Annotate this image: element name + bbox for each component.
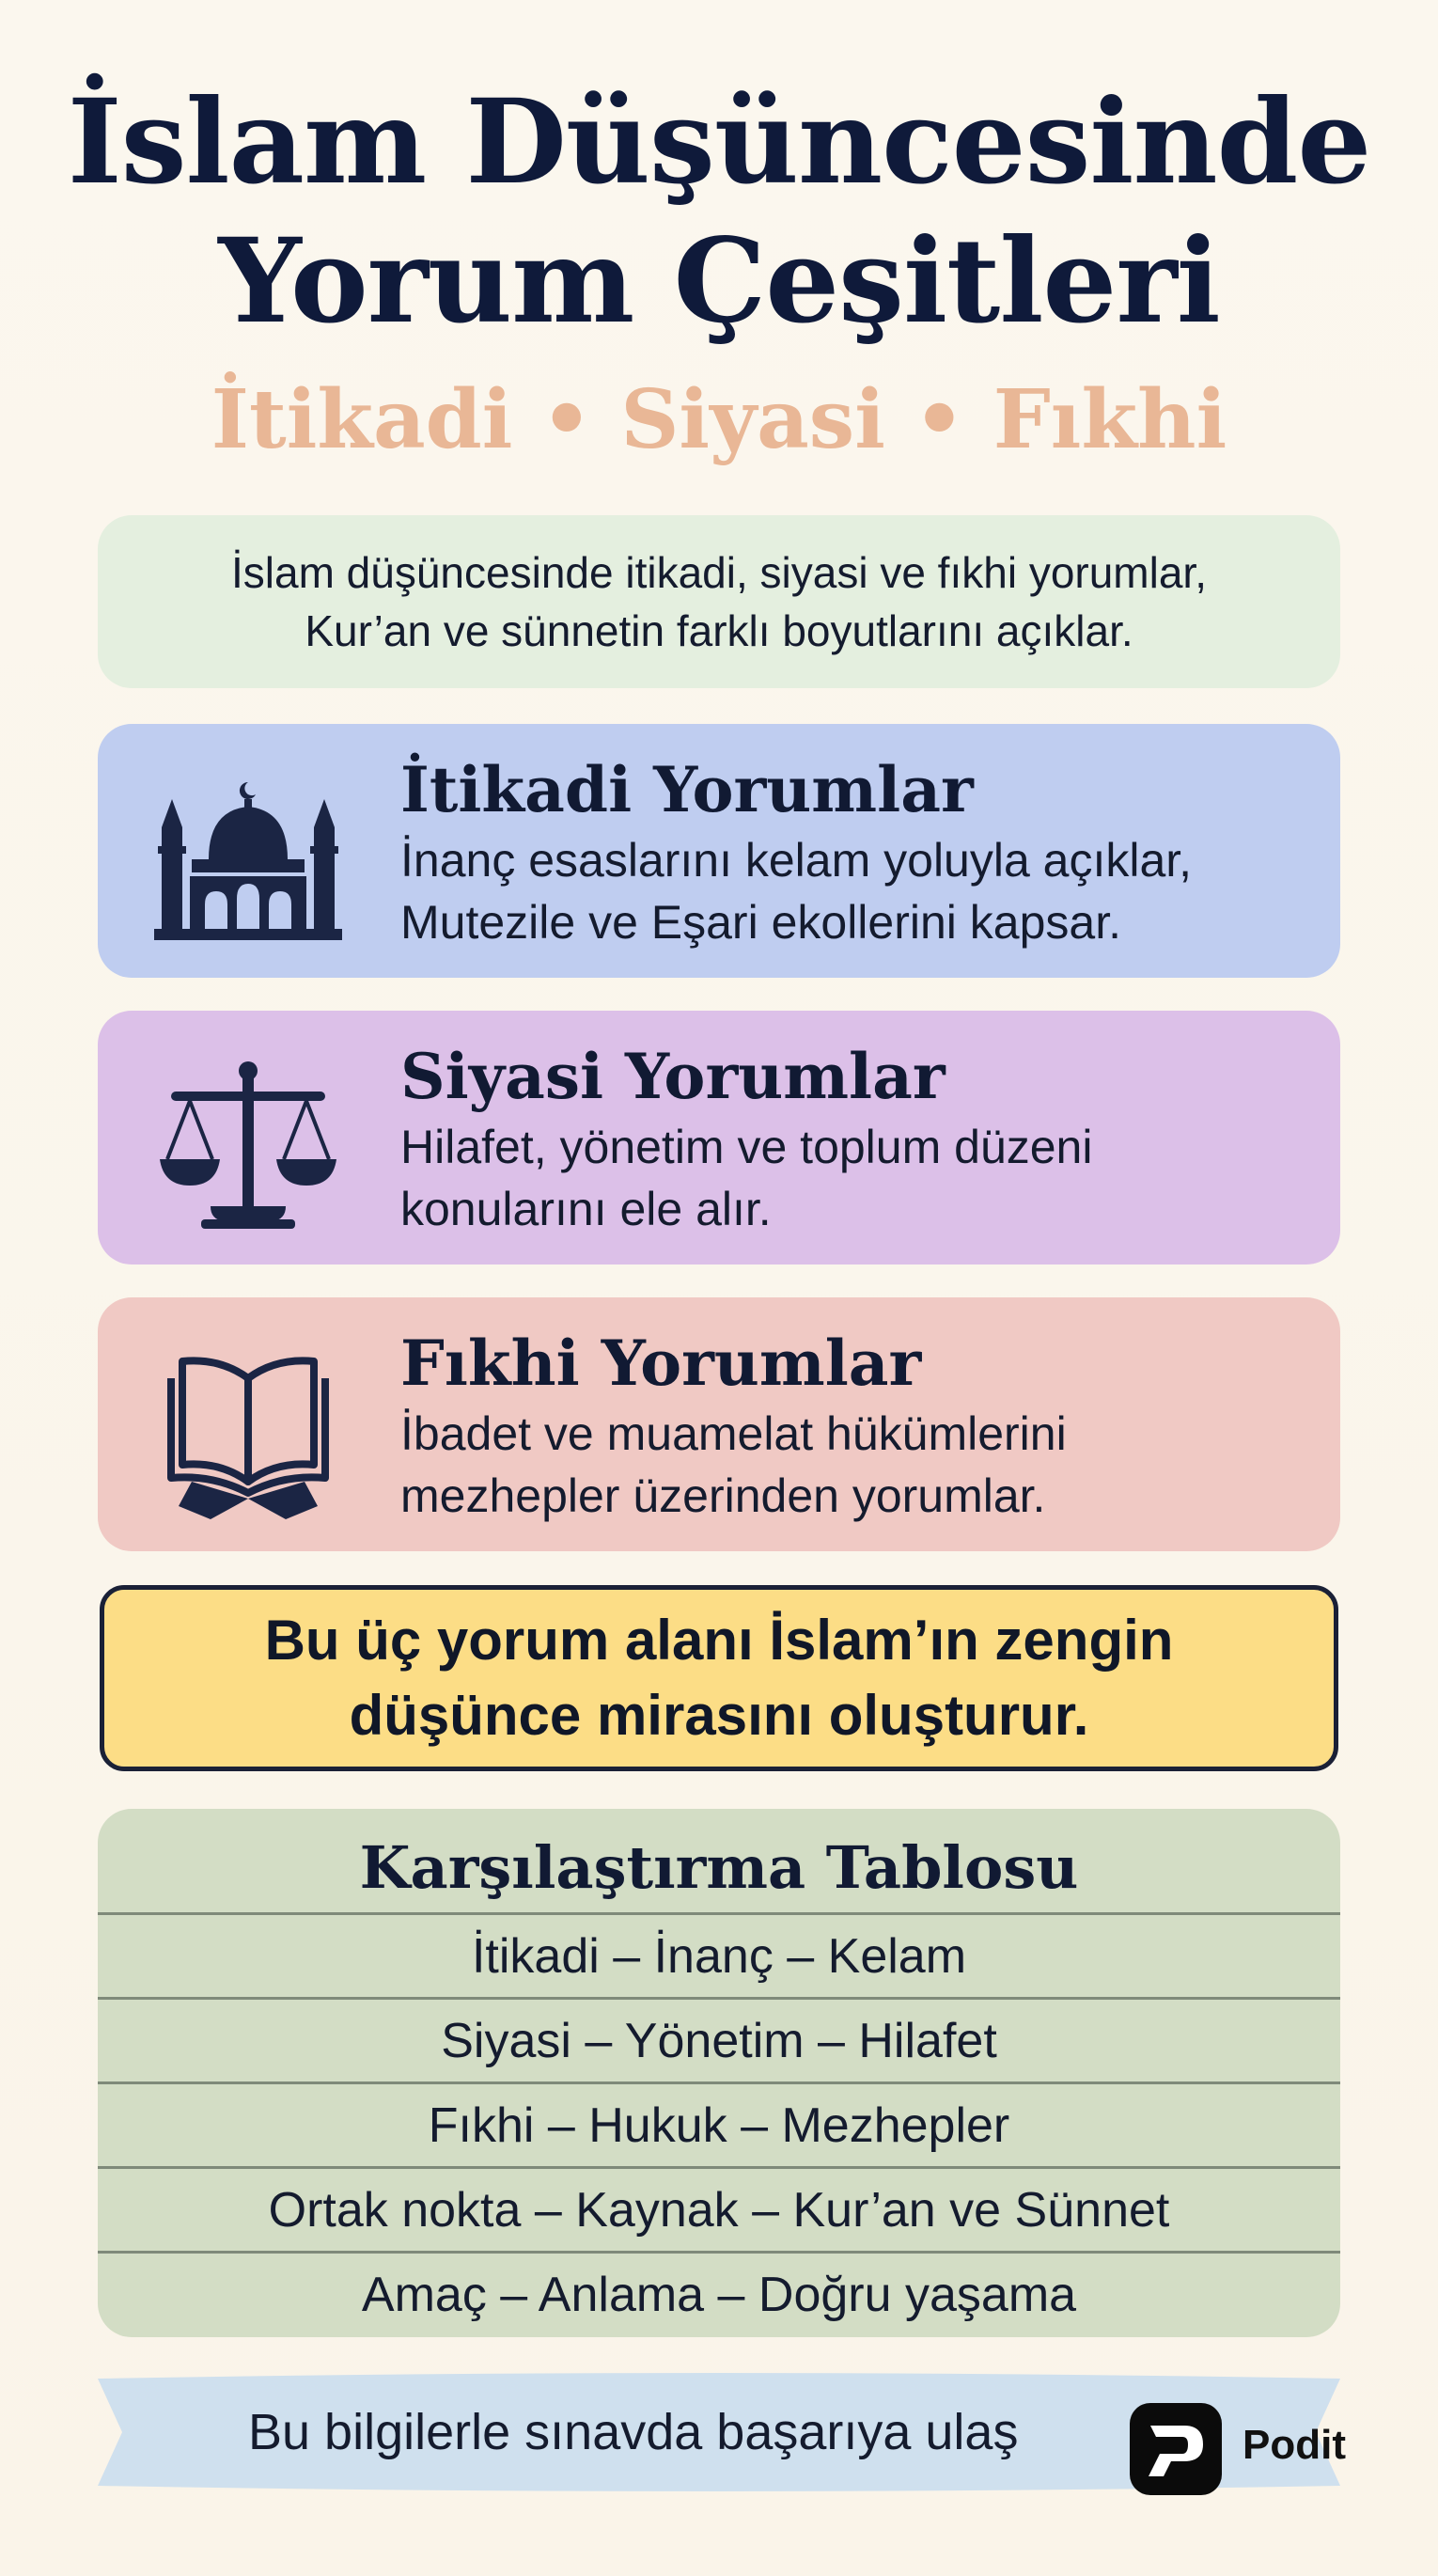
brand-name: Podit [1243, 2422, 1346, 2468]
card-title: Siyasi Yorumlar [400, 1040, 946, 1113]
table-rows [98, 1912, 1340, 2335]
scales-icon [154, 1054, 342, 1233]
table-row: Ortak nokta – Kaynak – Kur’an ve Sünnet [98, 2166, 1340, 2251]
card-itikadi [98, 724, 1340, 978]
card-description [400, 829, 1321, 953]
comparison-table [98, 1809, 1340, 2337]
card-description [400, 1403, 1321, 1527]
footer-text: Bu bilgilerle sınavda başarıya ulaş [248, 2404, 1019, 2460]
card-desc-line-2: konularını ele alır. [400, 1183, 772, 1235]
table-row: Amaç – Anlama – Doğru yaşama [98, 2251, 1340, 2335]
card-title: Fıkhi Yorumlar [400, 1327, 922, 1400]
table-row: Siyasi – Yönetim – Hilafet [98, 1997, 1340, 2081]
card-siyasi [98, 1011, 1340, 1264]
card-fikhi [98, 1297, 1340, 1551]
mosque-icon [154, 767, 342, 946]
intro-line-2: Kur’an ve sünnetin farklı boyutlarını açıklar. [305, 606, 1133, 655]
intro-box [98, 515, 1340, 688]
summary-line-1: Bu üç yorum alanı İslam’ın zengin [264, 1609, 1174, 1672]
card-desc-line-1: Hilafet, yönetim ve toplum düzeni [400, 1121, 1093, 1173]
subtitle: İtikadi • Siyasi • Fıkhi [211, 372, 1227, 467]
intro-line-1: İslam düşüncesinde itikadi, siyasi ve fıkhi yorumlar, [231, 548, 1207, 597]
card-title: İtikadi Yorumlar [400, 753, 974, 826]
summary-line-2: düşünce mirasını oluşturur. [349, 1684, 1089, 1747]
card-desc-line-1: İbadet ve muamelat hükümlerini [400, 1407, 1067, 1460]
table-title: Karşılaştırma Tablosu [359, 1832, 1079, 1902]
title-line-2: Yorum Çeşitleri [218, 213, 1220, 350]
card-description [400, 1116, 1321, 1240]
page-title [0, 73, 1438, 352]
card-desc-line-2: mezhepler üzerinden yorumlar. [400, 1469, 1046, 1522]
table-row: İtikadi – İnanç – Kelam [98, 1912, 1340, 1997]
card-desc-line-1: İnanç esaslarını kelam yoluyla açıklar, [400, 834, 1193, 887]
open-book-icon [154, 1341, 342, 1519]
summary-text [265, 1603, 1174, 1753]
table-row: Fıkhi – Hukuk – Mezhepler [98, 2081, 1340, 2166]
summary-highlight-box [100, 1585, 1338, 1771]
podit-logo-icon [1130, 2403, 1222, 2495]
intro-text [231, 543, 1207, 660]
title-line-1: İslam Düşüncesinde [67, 74, 1371, 211]
card-desc-line-2: Mutezile ve Eşari ekollerini kapsar. [400, 896, 1121, 949]
